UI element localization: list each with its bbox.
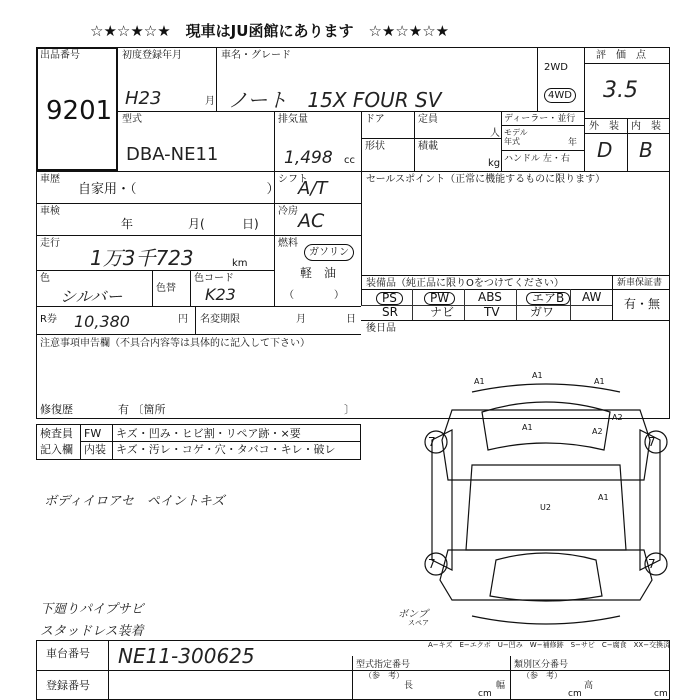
name-change-label: 名変期限 — [200, 314, 240, 325]
page-title: ☆★☆★☆★ 現車はJU函館にあります ☆★☆★☆★ — [90, 22, 450, 40]
dim-height: 高 — [584, 681, 594, 691]
registration-value: H23 — [125, 88, 162, 109]
shift-label: シフト — [278, 174, 308, 185]
diagram-mark: A2 — [612, 413, 623, 422]
mileage-value: 1万3千723 — [90, 246, 194, 270]
notes-label: 注意事項申告欄（不具合内容等は具体的に記入して下さい） — [40, 338, 310, 349]
svg-text:7: 7 — [648, 557, 656, 571]
diagram-mark: A1 — [594, 377, 605, 386]
ac-label: 冷房 — [278, 206, 298, 217]
diagram-legend: A−キズ E−エクボ U−凹み W−補修跡 S−サビ C−腐食 XX−交換済 — [428, 641, 671, 649]
mileage-unit: km — [232, 258, 248, 269]
dim-width: 幅 — [496, 681, 506, 691]
checker-label: 検査員 — [40, 427, 73, 440]
registration-label: 初度登録年月 — [122, 50, 182, 61]
diagram-mark: U2 — [540, 503, 551, 512]
model-year-label: モデル 年式 — [504, 128, 528, 146]
lot-label: 出品番号 — [40, 50, 80, 61]
checker-interior-items: キズ・汚レ・コゲ・穴・タバコ・キレ・破レ — [116, 443, 336, 456]
doors-label: ドア — [365, 114, 385, 125]
equip-tv: TV — [484, 305, 500, 319]
name-change-day: 日 — [346, 314, 356, 325]
dim-length-cm: cm — [478, 689, 492, 699]
vehicle-diagram — [412, 370, 680, 640]
equip-gawa: ガワ — [530, 305, 555, 319]
fuel-gasoline: ガソリン — [304, 244, 354, 261]
load-unit: kg — [488, 158, 501, 169]
sales-point-label: セールスポイント（正常に機能するものに限ります） — [366, 174, 606, 185]
recycle-label: R券 — [40, 314, 57, 325]
lot-number: 9201 — [46, 96, 113, 126]
diagram-mark: A1 — [522, 423, 533, 432]
vehicle-name-value: ノート 15X FOUR SV — [228, 88, 442, 112]
inspection-day: 日) — [242, 217, 259, 231]
equip-navi: ナビ — [430, 305, 455, 319]
fuel-light-oil: 軽 油 — [300, 266, 337, 280]
dealer-label: ディーラー・並行 — [504, 114, 576, 124]
color-label: 色 — [40, 273, 50, 284]
color-code-value: K23 — [205, 285, 236, 304]
inspection-year: 年 — [121, 217, 134, 231]
history-value: 自家用・（ ） — [78, 182, 280, 197]
rating-interior-label: 内 装 — [631, 121, 661, 132]
dim-width-cm: cm — [568, 689, 582, 699]
load-label: 積載 — [418, 141, 438, 152]
seats-unit: 人 — [490, 128, 500, 139]
handle-label: ハンドル 左・右 — [504, 154, 570, 164]
drive-4wd: 4WD — [544, 88, 576, 103]
type-designation-label: 型式指定番号 — [356, 660, 411, 670]
note-studless: スタッドレス装着 — [40, 624, 144, 639]
chassis-value: NE11-300625 — [118, 644, 255, 668]
diagram-bumper-note: ボンプ — [398, 609, 428, 620]
rating-exterior-label: 外 装 — [589, 121, 619, 132]
rating-score: 3.5 — [603, 78, 638, 103]
aftermarket-label: 後日品 — [366, 323, 396, 334]
history-label: 車歴 — [40, 174, 60, 185]
model-label: 型式 — [122, 114, 142, 125]
checker-fw: FW — [84, 427, 102, 440]
equip-abs: ABS — [478, 290, 502, 304]
ac-value: AC — [298, 210, 325, 232]
dim-length: 長 — [404, 681, 414, 691]
registration-month: 月 — [205, 96, 215, 107]
checker-interior: 内装 — [84, 443, 106, 456]
drive-2wd: 2WD — [544, 62, 568, 73]
equip-sr: SR — [382, 305, 398, 319]
equip-ps: PS — [376, 292, 403, 305]
checker-fw-items: キズ・凹み・ヒビ割・リペア跡・×要 — [116, 427, 301, 440]
shift-value: A/T — [298, 178, 328, 199]
diagram-mark: A1 — [598, 493, 609, 502]
equip-aw: AW — [582, 290, 602, 304]
model-value: DBA-NE11 — [126, 144, 219, 165]
repair-label: 修復歴 — [40, 403, 73, 416]
rating-exterior-value: D — [597, 138, 613, 162]
model-year-unit: 年 — [568, 138, 578, 148]
vehicle-name-label: 車名・グレード — [221, 50, 291, 61]
color-value: シルバー — [60, 287, 123, 306]
class-number-label: 類別区分番号 — [514, 660, 569, 670]
repair-value: 有 〔箇所 — [118, 403, 166, 416]
seats-label: 定員 — [418, 114, 438, 125]
svg-text:7: 7 — [428, 557, 436, 571]
svg-text:7: 7 — [428, 435, 436, 449]
note-body-paint: ボディイロアセ ペイントキズ — [44, 494, 225, 509]
inspection-label: 車検 — [40, 206, 60, 217]
repair-close: 〕 — [344, 403, 355, 416]
equip-pw: PW — [424, 292, 455, 305]
name-change-month: 月 — [296, 314, 306, 325]
shape-label: 形状 — [365, 141, 385, 152]
rating-interior-value: B — [639, 138, 653, 162]
class-number-ref: （参 考） — [522, 671, 562, 680]
note-underbody-rust: 下廻りパイプサビ — [40, 602, 144, 617]
displacement-label: 排気量 — [278, 114, 308, 125]
equipment-label: 装備品（純正品に限りOをつけてください） — [366, 278, 564, 289]
reg-number-label: 登録番号 — [46, 679, 90, 692]
checker-entry-label: 記入欄 — [40, 443, 73, 456]
fuel-label: 燃料 — [278, 238, 298, 249]
color-code-label: 色コード — [194, 273, 234, 284]
inspection-month: 月( — [188, 217, 205, 231]
fuel-other: （ ） — [284, 290, 344, 301]
warranty-label: 新車保証書 — [617, 278, 663, 288]
diagram-spare-note: スペア — [408, 619, 429, 627]
displacement-unit: cc — [344, 155, 355, 166]
diagram-mark: A2 — [592, 427, 603, 436]
equip-airbag: エアB — [526, 292, 570, 305]
color-change-label: 色替 — [156, 283, 176, 294]
mileage-label: 走行 — [40, 238, 60, 249]
warranty-value: 有・無 — [624, 297, 661, 311]
diagram-mark: A1 — [532, 371, 543, 380]
recycle-value: 10,380 — [74, 312, 130, 331]
rating-label: 評 価 点 — [596, 50, 646, 61]
recycle-unit: 円 — [178, 314, 188, 325]
svg-text:7: 7 — [648, 435, 656, 449]
diagram-mark: A1 — [474, 377, 485, 386]
dim-height-cm: cm — [654, 689, 668, 699]
type-designation-ref: （参 考） — [364, 671, 404, 680]
chassis-label: 車台番号 — [46, 647, 90, 660]
displacement-value: 1,498 — [284, 148, 333, 168]
